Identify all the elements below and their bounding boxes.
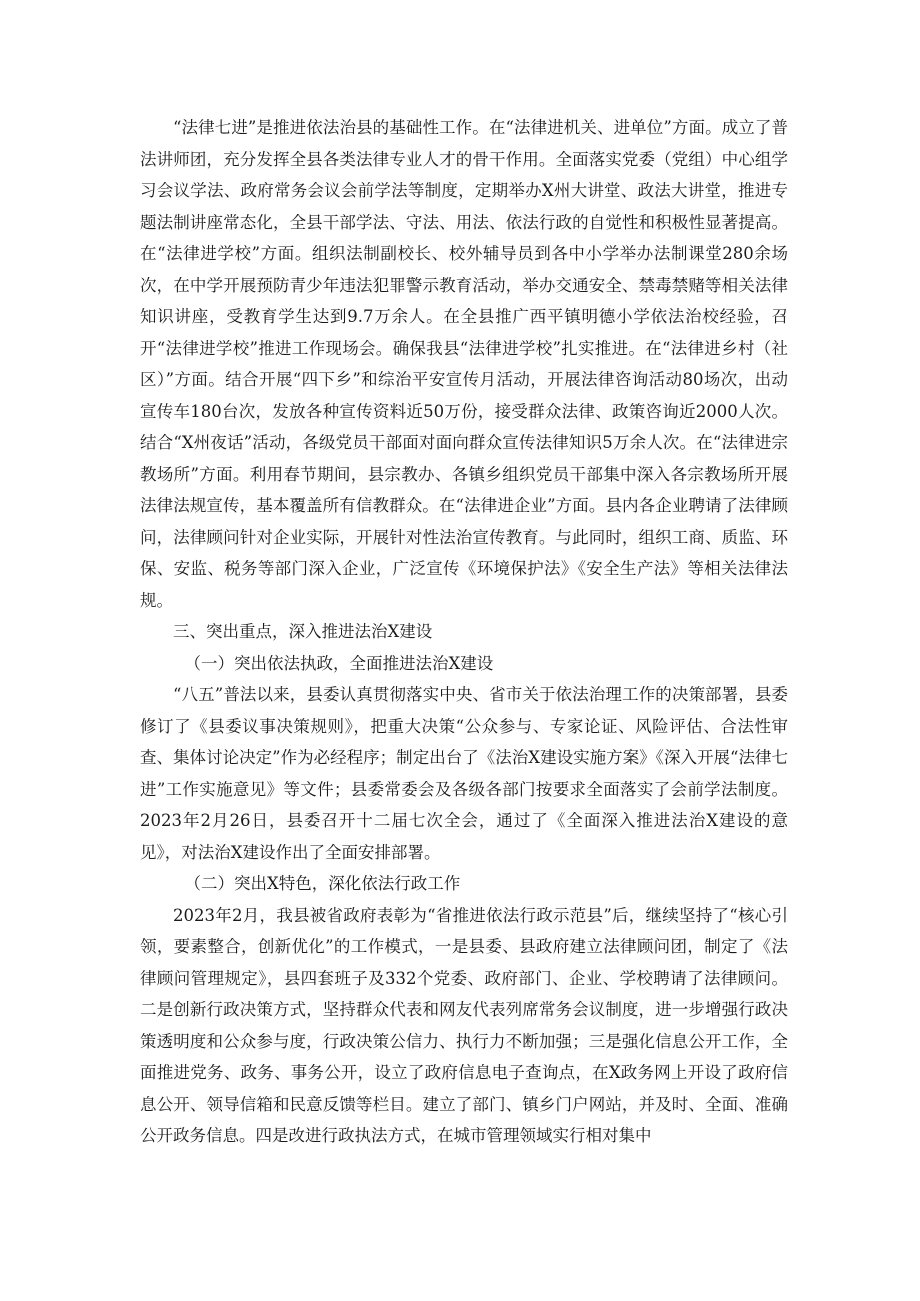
- document-page: [140, 112, 788, 1152]
- section-heading-three: 三、突出重点，深入推进法治X建设: [173, 622, 433, 641]
- body-paragraph-2023-demonstration: 2023年2月，我县被省政府表彰为“省推进依法行政示范县”后，继续坚持了“核心引领，要素整合，创新优化”的工作模式，一是县委、县政府建立法律顾问团，制定了《法律顾问管理规定》，县四套班子及332个党委、政府部门、企业、学校聘请了法律顾问。二是创新行政决策方式，坚持群众代表和网友代表列席常务会议制度，进一步增强行政决策透明度和公众参与度，行政决策公信力、执行力不断加强；三是强化信息公开工作，全面推进党务、政务、事务公开，设立了政府信息电子查询点，在X政务网上开设了政府信息公开、领导信箱和民意反馈等栏目。建立了部门、镇乡门户网站，并及时、全面、准确公开政务信息。四是改进行政执法方式，在城市管理领域实行相对集中: [140, 905, 788, 1145]
- body-paragraph-law-seven-entries: “法律七进”是推进依法治县的基础性工作。在“法律进机关、进单位”方面。成立了普法讲师团，充分发挥全县各类法律专业人才的骨干作用。全面落实党委（党组）中心组学习会议学法、政府常务会议会前学法等制度，定期举办X州大讲堂、政法大讲堂，推进专题法制讲座常态化，全县干部学法、守法、用法、依法行政的自觉性和积极性显著提高。在“法律进学校”方面。组织法制副校长、校外辅导员到各中小学举办法制课堂280余场次，在中学开展预防青少年违法犯罪警示教育活动，举办交通安全、禁毒禁赌等相关法律知识讲座，受教育学生达到9.7万余人。在全县推广西平镇明德小学依法治校经验，召开“法律进学校”推进工作现场会。确保我县“法律进学校”扎实推进。在“法律进乡村（社区）”方面。结合开展“四下乡”和综治平安宣传月活动，开展法律咨询活动80场次，出动宣传车180台次，发放各种宣传资料近50万份，接受群众法律、政策咨询近2000人次。结合“X州夜话”活动，各级党员干部面对面向群众宣传法律知识5万余人次。在“法律进宗教场所”方面。利用春节期间，县宗教办、各镇乡组织党员干部集中深入各宗教场所开展法律法规宣传，基本覆盖所有信教群众。在“法律进企业”方面。县内各企业聘请了法律顾问，法律顾问针对企业实际，开展针对性法治宣传教育。与此同时，组织工商、质监、环保、安监、税务等部门深入企业，广泛宣传《环境保护法》《安全生产法》等相关法律法规。: [140, 118, 788, 610]
- subsection-heading-one: （一）突出依法执政，全面推进法治X建设: [184, 653, 494, 673]
- subsection-heading-two: （二）突出X特色，深化依法行政工作: [184, 874, 461, 893]
- body-paragraph-eighth-five-year: “八五”普法以来，县委认真贯彻落实中央、省市关于依法治理工作的决策部署，县委修订了《县委议事决策规则》，把重大决策“公众参与、专家论证、风险评估、合法性审查、集体讨论决定”作为必经程序；制定出台了《法治X建设实施方案》《深入开展“法律七进”工作实施意见》等文件；县委常委会及各级各部门按要求全面落实了会前学法制度。2023年2月26日，县委召开十二届七次全会，通过了《全面深入推进法治X建设的意见》，对法治X建设作出了全面安排部署。: [140, 685, 788, 862]
